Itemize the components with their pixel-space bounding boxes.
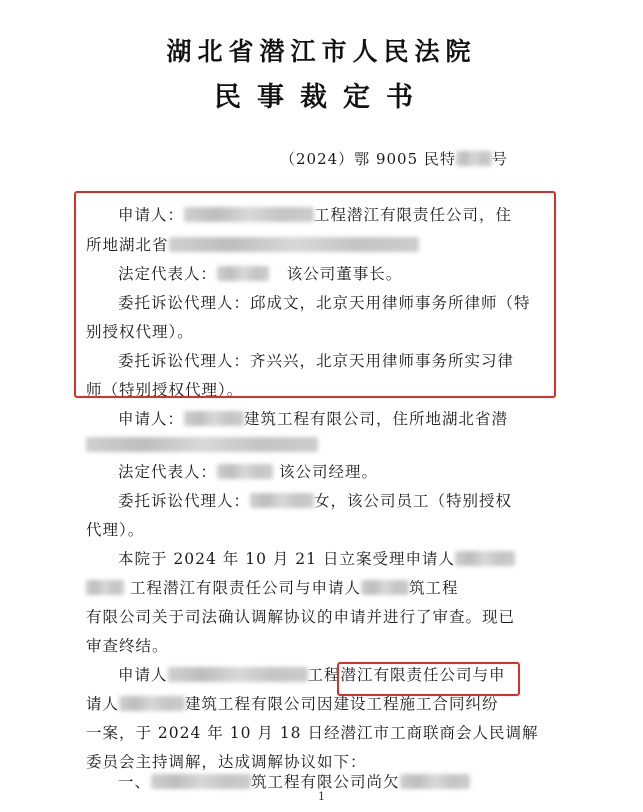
- agent2-line-cont: 师（特别授权代理）。: [86, 381, 244, 399]
- mediation-label-2: 请人: [86, 695, 120, 713]
- mediation-text: 工程潜江有限责任公司与申: [307, 666, 506, 684]
- redacted-text: [361, 580, 409, 595]
- redacted-text: [119, 696, 185, 711]
- dispute-type: 建设工程施工合同纠纷: [333, 695, 499, 713]
- legal-rep-title: 该公司经理。: [278, 463, 378, 481]
- para-acceptance: [118, 547, 515, 569]
- acceptance-text: 本院于 2024 年 10 月 21 日立案受理申请人: [118, 550, 455, 568]
- case-number-suffix: 号: [491, 150, 508, 168]
- agreement-item-1: [118, 770, 470, 792]
- agent3-line-cont: 代理）。: [86, 521, 145, 539]
- redacted-text: [168, 667, 308, 682]
- para-mediation-4: 委员会主持调解，达成调解协议如下：: [86, 753, 367, 771]
- redacted-text: [184, 411, 244, 426]
- redacted-text: [217, 464, 273, 479]
- applicant2-line: [118, 407, 508, 429]
- item-text: 筑工程有限公司尚欠: [251, 773, 400, 791]
- label-legal-rep: 法定代表人：: [118, 265, 218, 283]
- highlight-box-dispute: [337, 662, 520, 696]
- legal-rep-title: 该公司董事长。: [286, 265, 403, 283]
- mediation-text-2: 建筑工程有限公司因: [185, 695, 334, 713]
- page-number: 1: [318, 790, 325, 803]
- label-agent: 委托诉讼代理人：: [118, 492, 251, 510]
- item-number: 一、: [118, 773, 152, 791]
- applicant2-name-tail: 建筑工程有限公司，住所地湖北省潜: [244, 410, 509, 428]
- label-applicant: 申请人：: [118, 410, 185, 428]
- redacted-text: [86, 437, 318, 452]
- label-legal-rep: 法定代表人：: [118, 463, 218, 481]
- redacted-text: [400, 774, 470, 789]
- address-label: 所地湖北省: [86, 236, 169, 254]
- applicant2-address: [86, 436, 318, 454]
- agent1-line-cont: 别授权代理）。: [86, 323, 194, 341]
- acceptance-text-3: 筑工程: [408, 579, 459, 597]
- para-acceptance-3: 有限公司关于司法确认调解协议的申请并进行了审查。现已: [86, 608, 516, 626]
- agent2-line: 委托诉讼代理人：齐兴兴，北京天用律师事务所实习律: [118, 352, 515, 370]
- redacted-text: [455, 551, 515, 566]
- redacted-text: [456, 151, 492, 166]
- document-type: 民事裁定书: [214, 82, 429, 113]
- agent3-desc: 女，该公司员工（特别授权: [314, 492, 513, 510]
- redacted-text: [151, 774, 251, 789]
- agent1-line: 委托诉讼代理人：邱成文，北京天用律师事务所律师（特: [118, 294, 531, 312]
- applicant1-name-tail: 工程潜江有限责任公司，住: [314, 206, 513, 224]
- case-number: [280, 148, 508, 169]
- para-acceptance-2: [86, 576, 458, 598]
- court-name: 湖北省潜江市人民法院: [166, 37, 477, 66]
- para-acceptance-4: 审查终结。: [86, 637, 169, 655]
- acceptance-text-2: 工程潜江有限责任公司与申请人: [129, 579, 361, 597]
- redacted-text: [250, 493, 314, 508]
- agent3-line: [118, 489, 512, 511]
- label-applicant: 申请人：: [118, 206, 185, 224]
- applicant2-legal-rep: [118, 460, 378, 482]
- case-number-prefix: （2024）鄂 9005 民特: [280, 150, 456, 168]
- para-mediation-3: 一案，于 2024 年 10 月 18 日经潜江市工商联商会人民调解: [86, 724, 539, 742]
- highlight-box-applicant1: [74, 191, 556, 398]
- mediation-label: 申请人: [118, 666, 168, 684]
- redacted-text: [86, 580, 124, 595]
